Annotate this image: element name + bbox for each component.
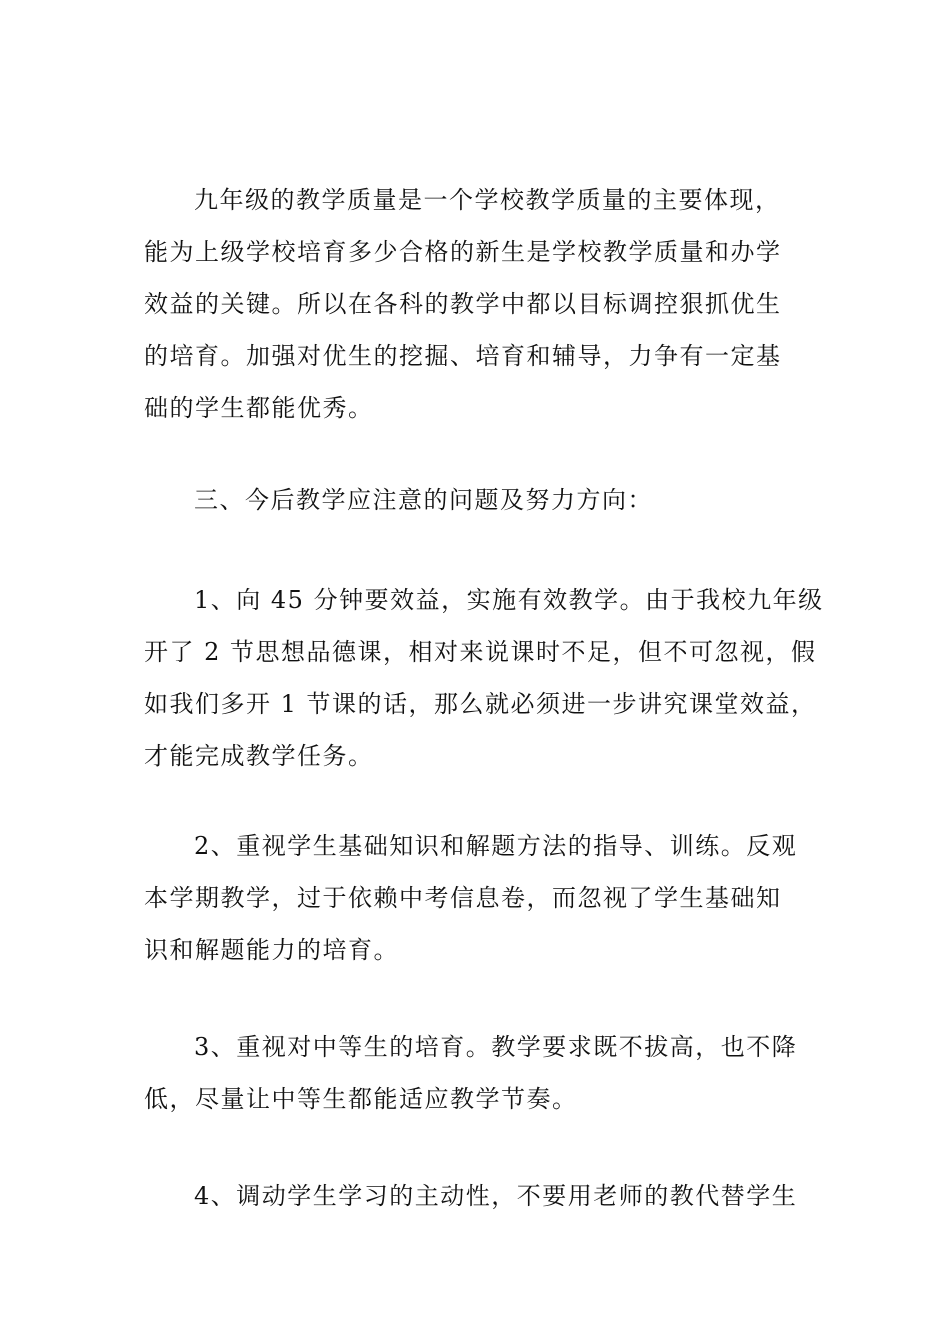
paragraph-line: 才能完成教学任务。	[144, 742, 374, 770]
paragraph-line: 如我们多开 1 节课的话，那么就必须进一步讲究课堂效益，	[144, 690, 817, 718]
heading-line: 三、今后教学应注意的问题及努力方向：	[194, 486, 653, 514]
paragraph-line: 2、重视学生基础知识和解题方法的指导、训练。反观	[194, 832, 798, 860]
paragraph-line: 效益的关键。所以在各科的教学中都以目标调控狠抓优生	[144, 290, 782, 318]
paragraph-line: 低，尽量让中等生都能适应教学节奏。	[144, 1085, 578, 1113]
paragraph-quality	[144, 174, 806, 434]
paragraph-line: 九年级的教学质量是一个学校教学质量的主要体现，	[194, 186, 781, 214]
list-item-2	[144, 820, 806, 976]
list-item-1	[144, 574, 824, 782]
paragraph-line: 1、向 45 分钟要效益，实施有效教学。由于我校九年级	[194, 586, 824, 614]
paragraph-line: 识和解题能力的培育。	[144, 936, 399, 964]
paragraph-line: 能为上级学校培育多少合格的新生是学校教学质量和办学	[144, 238, 782, 266]
paragraph-line: 的培育。加强对优生的挖掘、培育和辅导，力争有一定基	[144, 342, 782, 370]
section-heading	[144, 474, 806, 526]
list-item-4	[144, 1170, 806, 1222]
paragraph-line: 4、调动学生学习的主动性，不要用老师的教代替学生	[194, 1182, 798, 1210]
list-item-3	[144, 1021, 806, 1125]
paragraph-line: 开了 2 节思想品德课，相对来说课时不足，但不可忽视，假	[144, 638, 817, 666]
paragraph-line: 础的学生都能优秀。	[144, 394, 374, 422]
paragraph-line: 3、重视对中等生的培育。教学要求既不拔高，也不降	[194, 1033, 798, 1061]
paragraph-line: 本学期教学，过于依赖中考信息卷，而忽视了学生基础知	[144, 884, 782, 912]
